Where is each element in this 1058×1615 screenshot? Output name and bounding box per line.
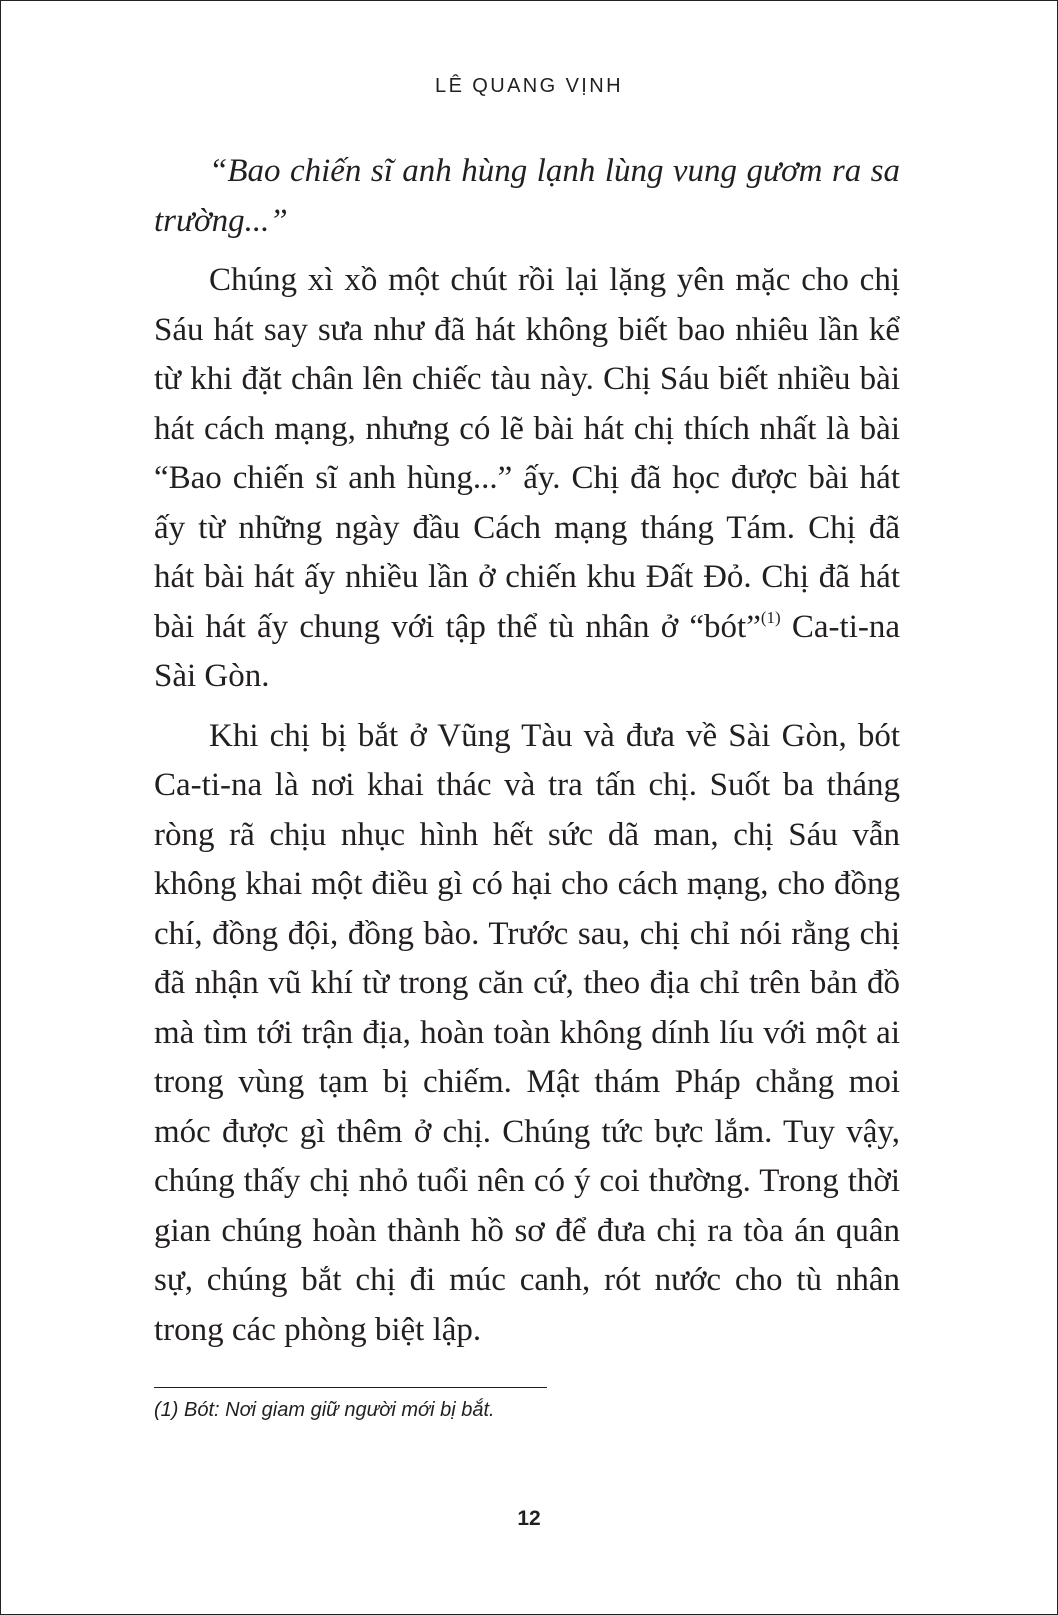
running-head-author: LÊ QUANG VỊNH <box>435 75 623 97</box>
body-text <box>154 147 900 1355</box>
paragraph-1 <box>154 256 900 702</box>
paragraph-1-text: Chúng xì xồ một chút rồi lại lặng yên mặc cho chị Sáu hát say sưa như đã hát không biết bao nhiêu lần kể từ khi đặt chân lên chiếc tàu này. Chị Sáu biết nhiều bài hát cách mạng, nhưng có lẽ bài hát chị thích nhất là bài “Bao chiến sĩ anh hùng...” ấy. Chị đã học được bài hát ấy từ những ngày đầu Cách mạng tháng Tám. Chị đã hát bài hát ấy nhiều lần ở chiến khu Đất Đỏ. Chị đã hát bài hát ấy chung với tập thể tù nhân ở “bót” <box>154 262 900 645</box>
paragraph-2: Khi chị bị bắt ở Vũng Tàu và đưa về Sài Gòn, bót Ca-ti-na là nơi khai thác và tra tấn chị. Suốt ba tháng ròng rã chịu nhục hình hết sức dã man, chị Sáu vẫn không khai một điều gì có hại cho cách mạng, cho đồng chí, đồng đội, đồng bào. Trước sau, chị chỉ nói rằng chị đã nhận vũ khí từ trong căn cứ, theo địa chỉ trên bản đồ mà tìm tới trận địa, hoàn toàn không dính líu với một ai trong vùng tạm bị chiếm. Mật thám Pháp chẳng moi móc được gì thêm ở chị. Chúng tức bực lắm. Tuy vậy, chúng thấy chị nhỏ tuổi nên có ý coi thường. Trong thời gian chúng hoàn thành hồ sơ để đưa chị ra tòa án quân sự, chúng bắt chị đi múc canh, rót nước cho tù nhân trong các phòng biệt lập. <box>154 717 900 1348</box>
paragraph-1-tail: Ca-ti-na Sài Gòn. <box>154 608 901 694</box>
footnote: (1) Bót: Nơi giam giữ người mới bị bắt. <box>154 1399 495 1421</box>
epigraph-quote: “Bao chiến sĩ anh hùng lạnh lùng vung gươm ra sa trường...” <box>154 153 900 239</box>
page-number: 12 <box>517 1507 541 1530</box>
footnote-reference: (1) <box>760 607 781 627</box>
footnote-divider <box>154 1387 547 1388</box>
